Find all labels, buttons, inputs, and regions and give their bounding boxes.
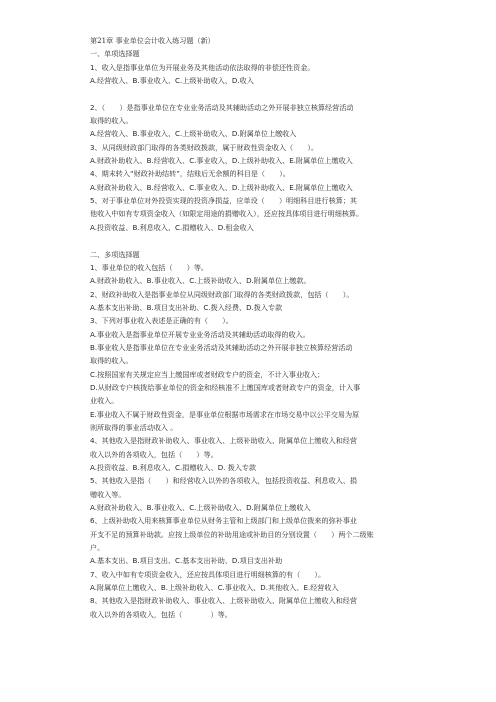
text-line: A.投资收益、B.利息收入、C.捐赠收入、D. 拨入专款 [90, 463, 257, 472]
text-line: 8、其他收入是指财政补助收入、事业收入、上级补助收入、附属单位上缴收入和经营 [90, 596, 357, 606]
text-line: A.基本支出补助、B.项目支出补助、C.拨入经费、D.拨入专款 [90, 302, 283, 312]
text-line: 户。 [90, 543, 105, 553]
text-line: 二、多项选择题 [90, 249, 140, 259]
text-line: B.事业收入是指事业单位在专业业务活动及其辅助活动之外开展非独立核算经营活动 [90, 342, 353, 352]
text-line: 2、（ ）是指事业单位在专业业务活动及其辅助活动之外开展非独立核算经营活动 [90, 102, 354, 112]
text-line: 6、上级补助收入用来核算事业单位从财务主管和上级部门和上级单位拨来的弥补事业 [90, 516, 357, 526]
text-line: C.按照国家有关规定应当上缴国库或者财政专户的资金，不计入事业收入； [90, 369, 325, 379]
document-body [90, 34, 416, 621]
text-line: E.事业收入不属于财政性资金，是事业单位根据市场需求在市场交易中以公平交易为原 [90, 409, 360, 419]
text-line: 一、单项选择题 [90, 49, 140, 59]
text-line: 1、事业单位的收入包括（ ）等。 [90, 262, 209, 272]
text-line: A.财政补助收入、B.事业收入、C.上级补助收入、D.附属单位上缴收入 [90, 503, 311, 513]
text-line: A.财政补助收入、B.经营收入、C.事业收入、D.上级补助收入、E.附属单位上缴收入 [90, 182, 353, 192]
text-line: A.经营收入、B.事业收入、C.上级补助收入、D.收入 [90, 76, 254, 86]
blank-line [90, 87, 416, 100]
text-line: 开支不足的预算补助款。应按上级单位的补助用途或补助目的分别设置（ ）两个二级账 [90, 529, 374, 539]
text-line: 取得的收入。 [90, 116, 133, 126]
document-title: 第21章 事业单位会计收入练习题（新） [90, 36, 215, 45]
text-line: D.从财政专户核拨给事业单位的资金和经核准不上缴国库或者财政专户的资金，计入事 [90, 382, 361, 392]
text-line: 收入以外的各项收入，包括（ ）等。 [90, 609, 232, 619]
text-line: 赠收入等。 [90, 489, 126, 499]
text-line: A.财政补助收入、B.事业收入、C.上级补助收入、D.附属单位上缴款。 [90, 276, 311, 286]
text-line: A.经营收入、B.事业收入、C.上级补助收入、D.附属单位上缴收入 [90, 129, 297, 139]
text-line: 3、从同级财政部门取得的各类财政拨款，属于财政性资金收入（ ）。 [90, 142, 318, 152]
text-line: 则所取得的事业活动收入 。 [90, 422, 178, 432]
text-line: 4、其他收入是指财政补助收入、事业收入、上级补助收入、附属单位上缴收入和经营 [90, 436, 357, 446]
text-line: 3、下列对事业收入表述是正确的有（ ）。 [90, 316, 233, 326]
text-line: 1、收入是指事业单位为开展业务及其他活动依法取得的非偿还性资金。 [90, 62, 315, 72]
text-line: 5、对于事业单位对外投资实现的投资净损益，应单设（ ）明细科目进行核算；其 [90, 196, 357, 206]
text-line: 收入以外的各项收入，包括（ ）等。 [90, 449, 218, 459]
text-line: A.财政补助收入、B.经营收入、C.事业收入、D.上级补助收入、E.附属单位上缴收入 [90, 156, 353, 166]
text-line: A.投资收益、B.利息收入、C.捐赠收入、D.租金收入 [90, 222, 254, 232]
text-line: A.附属单位上缴收入、B.上级补助收入、C.事业收入、D.其他收入、E.经营收入 [90, 583, 339, 593]
text-line: 取得的收入。 [90, 356, 133, 366]
text-line: A.基本支出、B.项目支出、C.基本支出补助、D.项目支出补助 [90, 556, 283, 566]
text-line: A.事业收入是指事业单位开展专业业务活动及其辅助活动取得的收入。 [90, 329, 310, 339]
text-line: 他收入中如有专项资金收入（如限定用途的捐赠收入），还应按具体项目进行明细核算。 [90, 209, 364, 219]
text-line: 业收入。 [90, 396, 119, 406]
text-line: 4、期末转入“财政补助结转”，结账后无余额的科目是（ ）。 [90, 169, 290, 179]
blank-line [90, 234, 416, 247]
text-line: 5、其他收入是指（ ）和经营收入以外的各项收入，包括投资收益、利息收入、捐 [90, 476, 357, 486]
text-line: 7、收入中如有专项资金收入，还应按具体项目进行明细核算的有（ ）。 [90, 569, 326, 579]
text-line: 2、财政补助收入是指事业单位从同级财政部门取得的各类财政拨款，包括（ ）。 [90, 289, 354, 299]
